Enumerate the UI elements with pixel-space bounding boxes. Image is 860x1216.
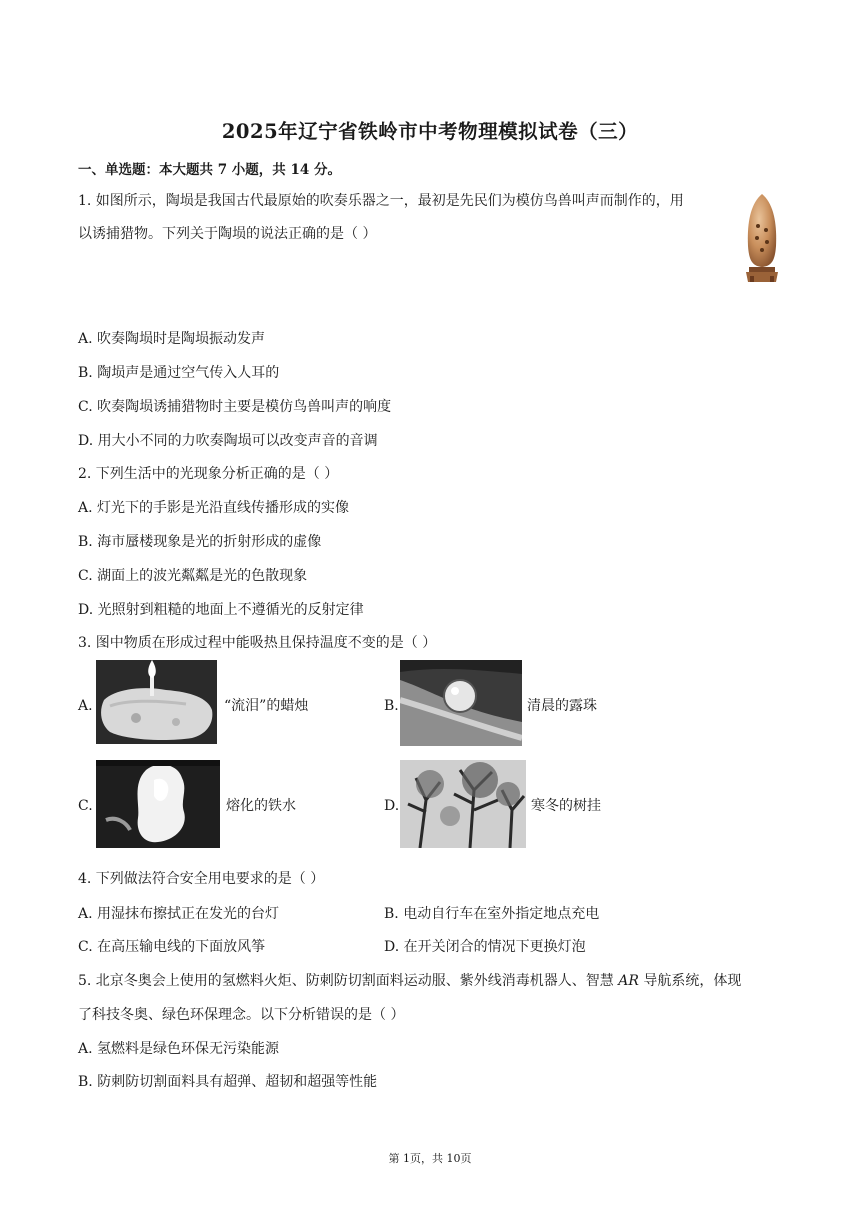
q2-stem: 2. 下列生活中的光现象分析正确的是（ ） xyxy=(78,466,339,482)
page-title: 2025年辽宁省铁岭市中考物理模拟试卷（三） xyxy=(221,120,639,143)
q2-option-d: D. 光照射到粗糙的地面上不遵循光的反射定律 xyxy=(78,602,364,618)
q2-option-a: A. 灯光下的手影是光沿直线传播形成的实像 xyxy=(78,500,350,516)
q5-stem-line1-part1: 5. 北京冬奥会上使用的氢燃料火炬、防刺防切割面料运动服、紫外线消毒机器人、智慧 xyxy=(78,973,619,989)
q4-option-a: A. 用湿抹布擦拭正在发光的台灯 xyxy=(78,906,280,922)
q5-stem-line2: 了科技冬奥、绿色环保理念。以下分析错误的是（ ） xyxy=(78,1007,405,1023)
q1-stem-line2: 以诱捕猎物。下列关于陶埙的说法正确的是（ ） xyxy=(78,226,377,242)
q3-option-a-text: “流泪”的蜡烛 xyxy=(224,698,309,714)
page-footer: 第 1页，共 10页 xyxy=(388,1152,472,1165)
dew-photo xyxy=(400,660,522,746)
q3-option-c-text: 熔化的铁水 xyxy=(226,798,296,814)
q3-option-a-label: A. xyxy=(78,698,93,714)
q3-option-c-label: C. xyxy=(78,798,93,814)
q3-stem: 3. 图中物质在形成过程中能吸热且保持温度不变的是（ ） xyxy=(78,635,437,651)
rime-tree-photo xyxy=(400,760,526,848)
q1-option-b: B. 陶埙声是通过空气传入人耳的 xyxy=(78,365,280,381)
q3-option-b-text: 清晨的露珠 xyxy=(527,698,597,714)
q4-option-c: C. 在高压输电线的下面放风筝 xyxy=(78,939,266,955)
q4-stem: 4. 下列做法符合安全用电要求的是（ ） xyxy=(78,871,325,887)
section-heading: 一、单选题：本大题共 7 小题，共 14 分。 xyxy=(78,162,341,178)
q4-option-d: D. 在开关闭合的情况下更换灯泡 xyxy=(384,939,586,955)
q3-option-d-text: 寒冬的树挂 xyxy=(531,798,601,814)
xun-ocarina-image xyxy=(738,190,786,286)
candle-photo xyxy=(96,660,217,744)
q3-option-d-label: D. xyxy=(384,798,400,814)
molten-iron-photo xyxy=(96,760,220,848)
q1-stem-line1: 1. 如图所示，陶埙是我国古代最原始的吹奏乐器之一，最初是先民们为模仿鸟兽叫声而制作的，用 xyxy=(78,193,684,209)
q5-stem-line1 xyxy=(78,972,741,990)
q5-stem-ar: AR xyxy=(618,973,639,989)
q5-stem-line1-part2: 导航系统，体现 xyxy=(638,973,742,989)
q1-option-a: A. 吹奏陶埙时是陶埙振动发声 xyxy=(78,331,266,347)
q5-option-b: B. 防刺防切割面料具有超弹、超韧和超强等性能 xyxy=(78,1074,378,1090)
q4-option-b: B. 电动自行车在室外指定地点充电 xyxy=(384,906,600,922)
q1-option-c: C. 吹奏陶埙诱捕猎物时主要是模仿鸟兽叫声的响度 xyxy=(78,399,392,415)
q5-option-a: A. 氢燃料是绿色环保无污染能源 xyxy=(78,1041,280,1057)
q2-option-b: B. 海市蜃楼现象是光的折射形成的虚像 xyxy=(78,534,322,550)
q2-option-c: C. 湖面上的波光粼粼是光的色散现象 xyxy=(78,568,308,584)
q3-option-b-label: B. xyxy=(384,698,399,714)
q1-option-d: D. 用大小不同的力吹奏陶埙可以改变声音的音调 xyxy=(78,433,378,449)
